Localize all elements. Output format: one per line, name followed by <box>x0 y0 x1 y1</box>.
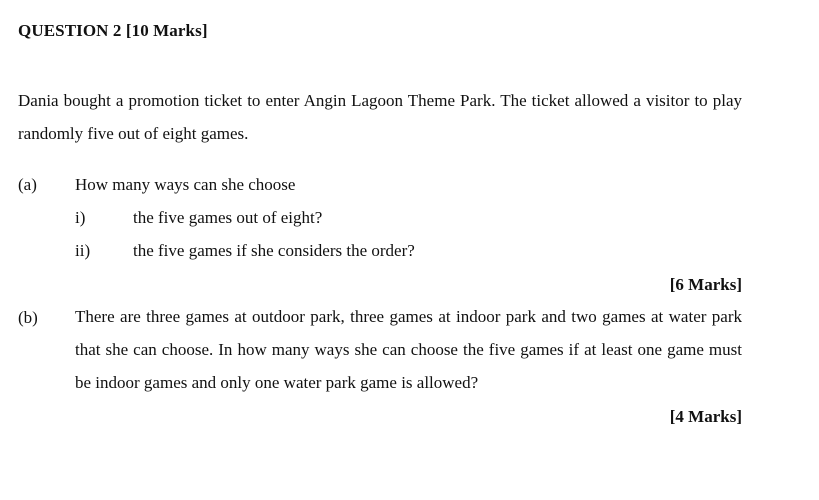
part-a-marks: [6 Marks] <box>669 275 742 294</box>
part-a-label: (a) <box>18 175 37 194</box>
part-a-item-2-text: the five games if she considers the order? <box>133 241 415 260</box>
part-b-text: There are three games at outdoor park, three games at indoor park and two games at water park that she can choose. In how many ways she can choose the five games if at least one game must be indoor games and only one water park game is allowed? <box>75 307 742 392</box>
part-b-marks: [4 Marks] <box>669 407 742 426</box>
part-a-item-2-label: ii) <box>75 241 91 260</box>
part-a-text: How many ways can she choose <box>75 175 296 194</box>
part-a-item-1-label: i) <box>75 208 86 227</box>
part-b-label: (b) <box>18 308 38 327</box>
question-heading: QUESTION 2 [10 Marks] <box>18 21 208 40</box>
question-intro: Dania bought a promotion ticket to enter Angin Lagoon Theme Park. The ticket allowed a visitor to play randomly five out of eight games. <box>18 91 742 143</box>
part-a-item-1-text: the five games out of eight? <box>133 208 323 227</box>
